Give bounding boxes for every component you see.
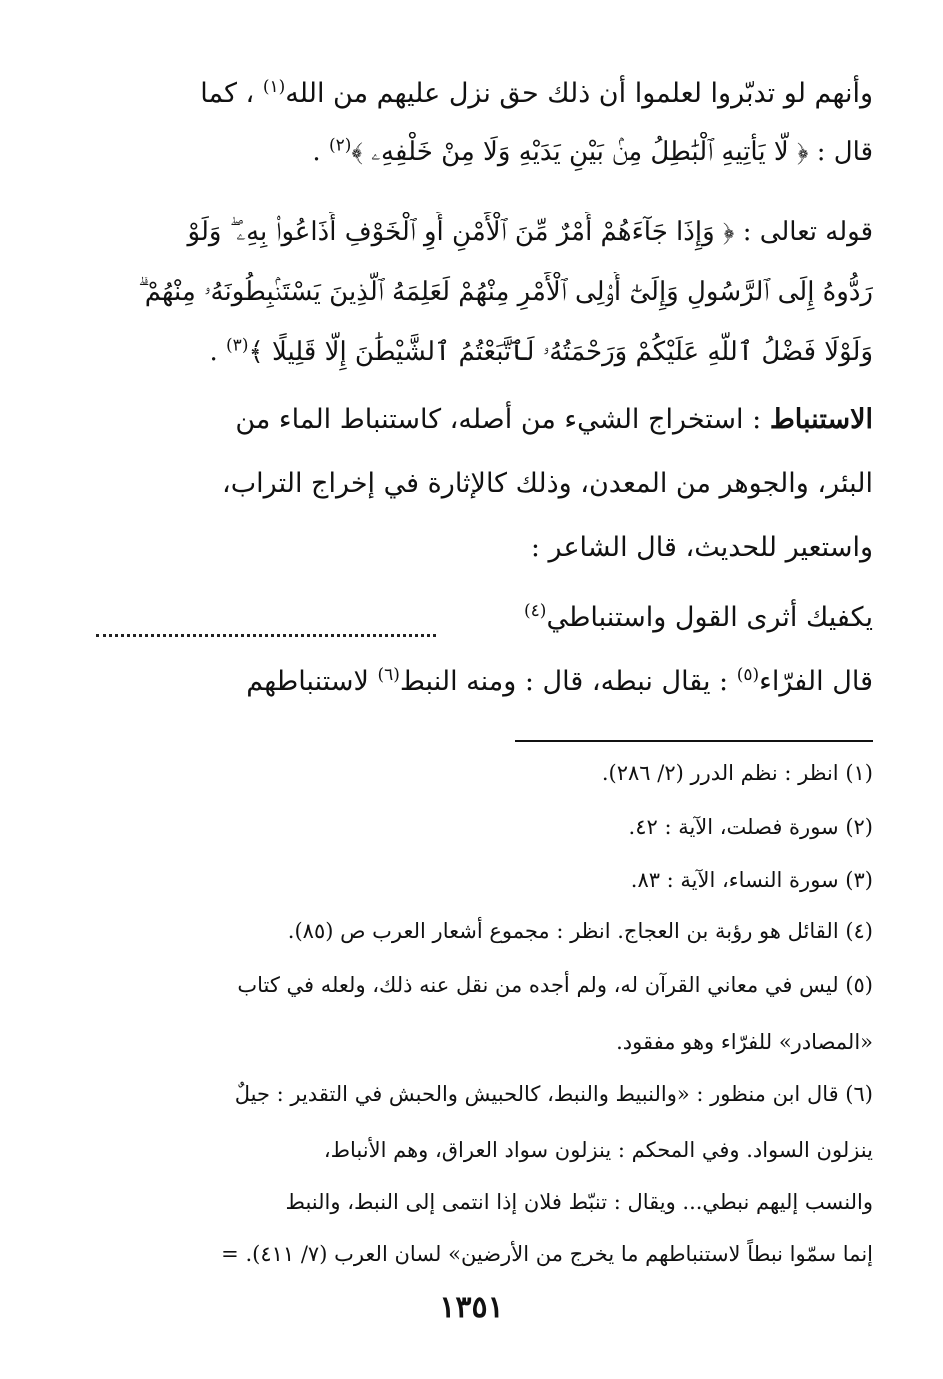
footnote-text: (٤) القائل هو رؤبة بن العجاج. انظر : مجموع أشعار العرب ص (٨٥). — [287, 919, 873, 943]
footnote-text: (٣) سورة النساء، الآية : ٨٣. — [630, 868, 873, 892]
quran-verse: رَدُّوهُ إِلَى ٱلرَّسُولِ وَإِلَىٰٓ أُو۟لِى ٱلْأَمْرِ مِنْهُمْ لَعَلِمَهُ ٱلَّذِينَ يَسْتَنۢبِطُونَهُۥ مِنْهُمْ ۗ — [138, 277, 873, 307]
footnote-5-line-1 — [96, 969, 873, 1001]
body-line-8 — [96, 528, 873, 568]
term-heading: الاستنباط — [769, 404, 873, 435]
body-text: لاستنباطهم — [246, 666, 369, 697]
footnote-text: ينزلون السواد. وفي المحكم : ينزلون سواد العراق، وهم الأنباط، — [323, 1138, 873, 1162]
footnote-ref-4[interactable]: (٤) — [524, 601, 547, 621]
footnote-text: (٥) ليس في معاني القرآن له، ولم أجده من نقل عنه ذلك، ولعله في كتاب — [237, 973, 873, 997]
body-text: . — [312, 137, 321, 167]
footnote-5-line-2 — [96, 1026, 873, 1058]
body-text: قال الفرّاء — [759, 666, 873, 697]
footnote-3 — [96, 864, 873, 896]
footnote-text: (٦) قال ابن منظور : «والنبيط والنبط، كالحبيش والحبش في التقدير : جيلٌ — [234, 1082, 873, 1106]
poem-line — [440, 598, 873, 638]
quran-verse: وَلَوْلَا فَضْلُ ٱللَّهِ عَلَيْكُمْ وَرَحْمَتُهُۥ لَٱتَّبَعْتُمُ ٱلشَّيْطَٰنَ إِلَّا قَلِيلًا ﴾ — [248, 337, 873, 367]
footnote-2 — [96, 811, 873, 843]
body-line-6 — [96, 400, 873, 440]
footnote-ref-2[interactable]: (٢) — [328, 135, 352, 156]
footnote-6-line-4 — [96, 1238, 873, 1270]
footnote-text: والنسب إليهم نبطي... ويقال : تنبّط فلان إذا انتمى إلى النبط، والنبط — [285, 1190, 873, 1214]
footnote-text: إنما سمّوا نبطاً لاستنباطهم ما يخرج من الأرضين» لسان العرب (٧/ ٤١١). = — [221, 1242, 873, 1266]
body-line-10 — [96, 662, 873, 702]
footnote-6-line-3 — [96, 1186, 873, 1218]
body-line-5 — [96, 332, 873, 372]
footnote-ref-1[interactable]: (١) — [262, 77, 286, 97]
body-line-2 — [96, 132, 873, 172]
body-text: واستعير للحديث، قال الشاعر : — [530, 532, 873, 563]
body-line-3 — [96, 212, 873, 252]
body-text: البئر، والجوهر من المعدن، وذلك كالإثارة في إخراج التراب، — [222, 468, 873, 499]
poem-ellipsis-dots — [96, 628, 436, 637]
body-text: ، كما — [200, 78, 255, 109]
footnote-ref-3[interactable]: (٣) — [226, 335, 249, 356]
footnote-text: (٢) سورة فصلت، الآية : ٤٢. — [628, 815, 873, 839]
footnote-ref-5[interactable]: (٥) — [736, 665, 760, 685]
body-text: . — [209, 337, 218, 367]
quran-verse: قوله تعالى : ﴿ وَإِذَا جَآءَهُمْ أَمْرٌ مِّنَ ٱلْأَمْنِ أَوِ ٱلْخَوْفِ أَذَاعُوا۟ بِهِۦ ۖ وَلَوْ — [187, 217, 873, 247]
footnote-6-line-2 — [96, 1134, 873, 1166]
body-text: وأنهم لو تدبّروا لعلموا أن ذلك حق نزل عليهم من الله — [285, 78, 873, 109]
page-number: ١٣٥١ — [439, 1290, 504, 1325]
footnote-text: (١) انظر : نظم الدرر (٢/ ٢٨٦). — [601, 761, 873, 785]
footnote-6-line-1 — [96, 1078, 873, 1110]
poem-verse: يكفيك أثرى القول واستنباطي — [546, 602, 873, 633]
footnote-separator — [515, 740, 873, 742]
footnote-1 — [96, 757, 873, 789]
body-line-4 — [96, 272, 873, 312]
footnote-ref-6[interactable]: (٦) — [377, 665, 400, 685]
body-text: : استخراج الشيء من أصله، كاستنباط الماء من — [235, 404, 762, 435]
body-text: : يقال نبطه، قال : ومنه النبط — [399, 666, 729, 697]
body-line-1 — [96, 74, 873, 114]
footnote-4 — [96, 915, 873, 947]
quran-verse: قال : ﴿ لَّا يَأْتِيهِ ٱلْبَٰطِلُ مِنۢ بَيْنِ يَدَيْهِ وَلَا مِنْ خَلْفِهِۦ ﴾ — [351, 137, 873, 167]
footnote-text: «المصادر» للفرّاء وهو مفقود. — [616, 1030, 873, 1054]
body-line-7 — [96, 464, 873, 504]
